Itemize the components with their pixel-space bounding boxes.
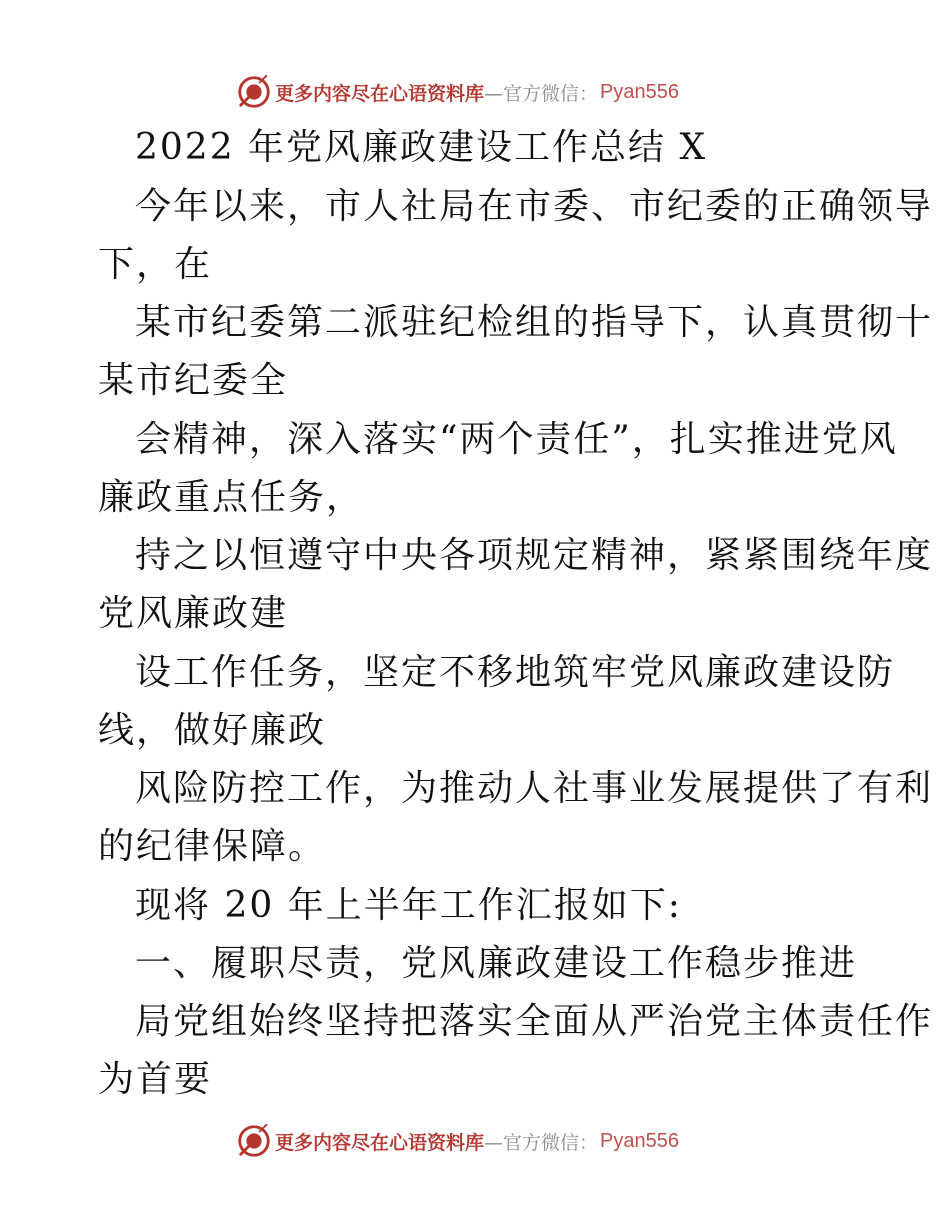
banner-source-text: 更多内容尽在心语资料库 bbox=[275, 82, 485, 105]
paragraph-line: 线，做好廉政 bbox=[98, 710, 327, 751]
pen-logo-icon bbox=[235, 1122, 273, 1160]
paragraph-line: 的纪律保障。 bbox=[98, 826, 327, 867]
banner-source-text: 更多内容尽在心语资料库 bbox=[275, 1131, 485, 1154]
paragraph-line: 为首要 bbox=[98, 1059, 213, 1100]
pen-logo-icon bbox=[235, 73, 273, 111]
paragraph-line: 持之以恒遵守中央各项规定精神，紧紧围绕年度 bbox=[135, 535, 934, 576]
header-banner bbox=[235, 72, 679, 112]
paragraph-line: 会精神，深入落实“两个责任”，扎实推进党风 bbox=[135, 419, 898, 460]
paragraph-line: 某市纪委第二派驻纪检组的指导下，认真贯彻十 bbox=[135, 302, 934, 343]
paragraph-line: 党风廉政建 bbox=[98, 593, 289, 634]
footer-banner bbox=[235, 1121, 679, 1161]
paragraph-line: 某市纪委全 bbox=[98, 360, 289, 401]
banner-wechat-label: —官方微信： bbox=[484, 82, 599, 105]
paragraph-line: 设工作任务，坚定不移地筑牢党风廉政建设防 bbox=[135, 652, 896, 693]
section-heading: 一、履职尽责，党风廉政建设工作稳步推进 bbox=[135, 943, 858, 984]
paragraph-line: 风险防控工作，为推动人社事业发展提供了有利 bbox=[135, 768, 934, 809]
banner-wechat-id: Pyan556 bbox=[600, 80, 679, 103]
paragraph-line: 廉政重点任务， bbox=[98, 477, 365, 518]
paragraph-line: 现将 20 年上半年工作汇报如下: bbox=[135, 885, 682, 926]
paragraph-line: 今年以来，市人社局在市委、市纪委的正确领导 bbox=[135, 186, 934, 227]
document-title: 2022 年党风廉政建设工作总结 X bbox=[135, 127, 708, 168]
paragraph-line: 局党组始终坚持把落实全面从严治党主体责任作 bbox=[135, 1001, 934, 1042]
banner-wechat-label: —官方微信： bbox=[484, 1131, 599, 1154]
banner-wechat-id: Pyan556 bbox=[600, 1129, 679, 1152]
paragraph-line: 下，在 bbox=[98, 244, 213, 285]
